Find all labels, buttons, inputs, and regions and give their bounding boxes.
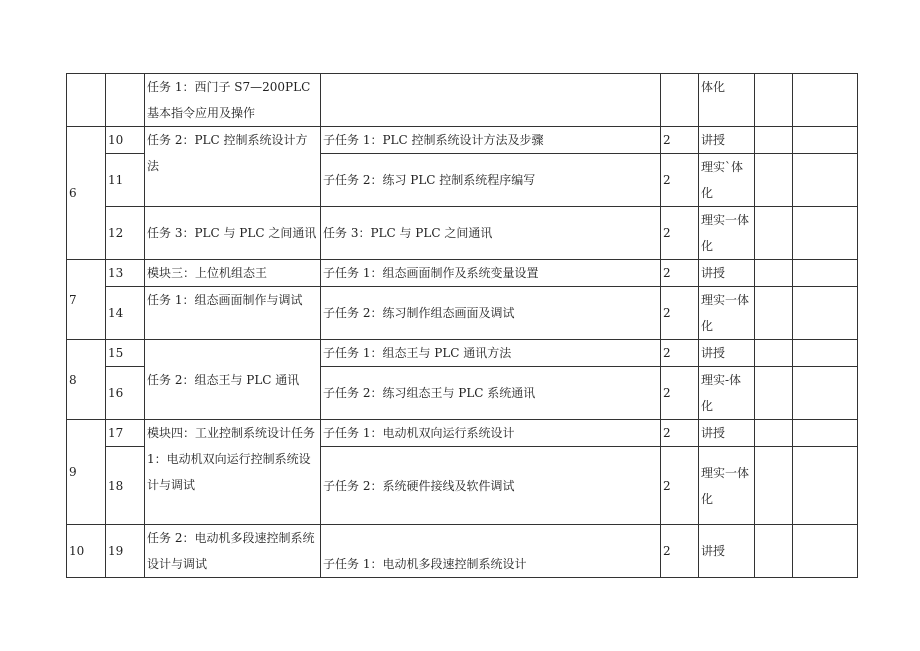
- module-cell: 7: [67, 260, 106, 340]
- method-cell: 体化: [699, 74, 755, 127]
- empty-cell: [793, 367, 858, 420]
- lesson-number-cell: 10: [106, 127, 145, 154]
- module-cell: 9: [67, 420, 106, 525]
- hours-cell: [661, 74, 699, 127]
- method-cell: 讲授: [699, 525, 755, 578]
- empty-cell: [793, 420, 858, 447]
- hours-cell: 2: [661, 260, 699, 287]
- task-cell: 模块四：工业控制系统设计任务 1：电动机双向运行控制系统设计与调试: [145, 420, 321, 525]
- subtask-cell: 子任务 2：练习 PLC 控制系统程序编写: [321, 154, 661, 207]
- table-row: [67, 260, 858, 287]
- empty-cell: [755, 287, 793, 340]
- empty-cell: [755, 207, 793, 260]
- lesson-number-cell: [106, 74, 145, 127]
- empty-cell: [755, 74, 793, 127]
- hours-cell: 2: [661, 447, 699, 525]
- lesson-number-cell: 14: [106, 287, 145, 340]
- hours-cell: 2: [661, 367, 699, 420]
- hours-cell: 2: [661, 287, 699, 340]
- empty-cell: [755, 127, 793, 154]
- module-cell: 10: [67, 525, 106, 578]
- lesson-number-cell: 15: [106, 340, 145, 367]
- table-row: [67, 340, 858, 367]
- hours-cell: 2: [661, 340, 699, 367]
- hours-cell: 2: [661, 525, 699, 578]
- table-row: [67, 420, 858, 447]
- subtask-cell: 子任务 1：PLC 控制系统设计方法及步骤: [321, 127, 661, 154]
- empty-cell: [793, 447, 858, 525]
- hours-cell: 2: [661, 127, 699, 154]
- lesson-number-cell: 11: [106, 154, 145, 207]
- module-cell: 6: [67, 127, 106, 260]
- lesson-number-cell: 19: [106, 525, 145, 578]
- task-cell: 任务 2：PLC 控制系统设计方法: [145, 127, 321, 207]
- method-cell: 理实一体化: [699, 447, 755, 525]
- empty-cell: [755, 367, 793, 420]
- empty-cell: [755, 340, 793, 367]
- task-cell: 任务 2：电动机多段速控制系统设计与调试: [145, 525, 321, 578]
- subtask-cell: 任务 3：PLC 与 PLC 之间通讯: [321, 207, 661, 260]
- empty-cell: [793, 287, 858, 340]
- method-cell: 理实-体化: [699, 367, 755, 420]
- subtask-cell: 子任务 1：组态画面制作及系统变量设置: [321, 260, 661, 287]
- method-cell: 理实一体化: [699, 287, 755, 340]
- table-row: [67, 287, 858, 340]
- subtask-cell: 子任务 1：电动机双向运行系统设计: [321, 420, 661, 447]
- empty-cell: [793, 127, 858, 154]
- empty-cell: [755, 525, 793, 578]
- empty-cell: [793, 340, 858, 367]
- subtask-cell: 子任务 1：电动机多段速控制系统设计: [321, 525, 661, 578]
- task-cell: 任务 1：西门子 S7—200PLC 基本指令应用及操作: [145, 74, 321, 127]
- module-cell: [67, 74, 106, 127]
- hours-cell: 2: [661, 154, 699, 207]
- hours-cell: 2: [661, 420, 699, 447]
- subtask-cell: [321, 74, 661, 127]
- method-cell: 讲授: [699, 260, 755, 287]
- task-cell: 任务 2：组态王与 PLC 通讯: [145, 340, 321, 420]
- method-cell: 理实一体化: [699, 207, 755, 260]
- lesson-number-cell: 16: [106, 367, 145, 420]
- empty-cell: [755, 260, 793, 287]
- subtask-cell: 子任务 1：组态王与 PLC 通讯方法: [321, 340, 661, 367]
- subtask-cell: 子任务 2：系统硬件接线及软件调试: [321, 447, 661, 525]
- empty-cell: [755, 420, 793, 447]
- method-cell: 讲授: [699, 420, 755, 447]
- lesson-number-cell: 12: [106, 207, 145, 260]
- empty-cell: [793, 74, 858, 127]
- empty-cell: [793, 525, 858, 578]
- table-row: [67, 74, 858, 127]
- empty-cell: [793, 154, 858, 207]
- hours-cell: 2: [661, 207, 699, 260]
- task-cell: 任务 3：PLC 与 PLC 之间通讯: [145, 207, 321, 260]
- subtask-cell: 子任务 2：练习制作组态画面及调试: [321, 287, 661, 340]
- task-cell: 任务 1：组态画面制作与调试: [145, 287, 321, 340]
- empty-cell: [755, 447, 793, 525]
- lesson-number-cell: 18: [106, 447, 145, 525]
- lesson-number-cell: 13: [106, 260, 145, 287]
- module-cell: 8: [67, 340, 106, 420]
- method-cell: 理实`体化: [699, 154, 755, 207]
- table-row: [67, 207, 858, 260]
- table-row: [67, 127, 858, 154]
- table-row: [67, 525, 858, 578]
- lesson-number-cell: 17: [106, 420, 145, 447]
- empty-cell: [793, 260, 858, 287]
- subtask-cell: 子任务 2：练习组态王与 PLC 系统通讯: [321, 367, 661, 420]
- empty-cell: [793, 207, 858, 260]
- empty-cell: [755, 154, 793, 207]
- task-cell: 模块三：上位机组态王: [145, 260, 321, 287]
- method-cell: 讲授: [699, 127, 755, 154]
- method-cell: 讲授: [699, 340, 755, 367]
- course-schedule-table: [66, 73, 858, 578]
